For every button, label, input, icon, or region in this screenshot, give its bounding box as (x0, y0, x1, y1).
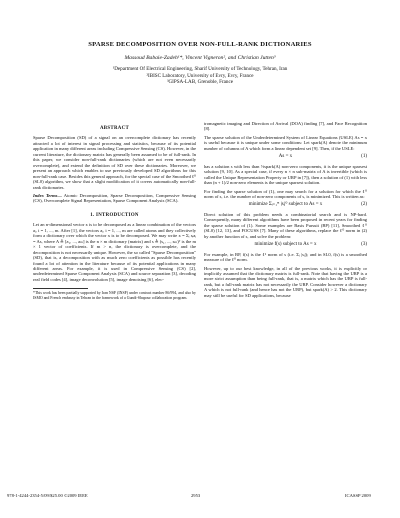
right-paragraph-1: tromagnetic imaging and Direction of Arrival (DOA) finding [7], and Face Recognition [8]. (204, 121, 367, 132)
paper-title: SPARSE DECOMPOSITION OVER NON-FULL-RANK DICTIONARIES (88, 41, 312, 48)
equation-1-body: As = x (278, 154, 293, 160)
index-terms (33, 193, 196, 204)
right-paragraph-6: For example, in BP, f(s) is the ℓ¹ norm of s (i.e. Σᵢ |sᵢ|); and in SL0, f(s) is a smoothed measure of the ℓ⁰ norm. (204, 251, 367, 263)
footnote-rule (33, 288, 88, 289)
right-paragraph-5: Direct solution of this problem needs a combinatorial search and is NP-hard. Consequently, many different algorithms have been proposed in recent years for finding the sparse solution of (1). Some examples are Basis Pursuit (BP) [11], Smoothed ℓ⁰ (SL0) [12, 13], and FOCUSS [7]. Many of these algorithms, replace the ℓ⁰ norm in (2) by another function of s, and solve the problem: (204, 211, 367, 239)
right-paragraph-2: The sparse solution of the Underdetermined System of Linear Equations (USLE) As = x is useful because it is unique under some conditions: Let spark(A) denote the minimum number of columns of A which form a linear dependent set [9]. Then, if the USLE: (204, 134, 367, 151)
equation-2 (204, 202, 367, 207)
affiliations (0, 66, 400, 86)
equation-2-number: (2) (361, 202, 367, 208)
equation-1-number: (1) (361, 154, 367, 160)
affiliation-3: ³GIPSA-LAB, Grenoble, France (166, 79, 234, 86)
equation-3 (204, 242, 367, 247)
index-terms-label: Index Terms— (33, 192, 62, 198)
equation-2-body: minimize Σᵢ₌₁ᵐ |sᵢ|⁰ subject to As = x (248, 202, 323, 208)
equation-1 (204, 154, 367, 159)
right-paragraph-7: However, up to our best knowledge, in all of the previous works, it is explicitly or implicitly assumed that the dictionary matrix is full-rank. Note that having the URP is a more strict assumption than being full-rank, that is, a matrix which has the URP is full-rank, but a full-rank matrix has not necessarily the URP. Consider however a dictionary A which is not full-rank (and hence has not the URP), but spark(A) > 2. This dictionary may still be useful for SD applications, because (204, 265, 367, 298)
right-column (204, 121, 367, 301)
affiliation-2: ²IBISC Laboratory, University of Evry, Evry, France (146, 72, 254, 79)
equation-3-body: minimize f(s) subject to As = x (254, 242, 317, 248)
index-terms-text: Atomic Decomposition, Sparse Decomposition, Compressive Sensing (CS), Overcomplete Signal Representation, Sparse Component Analysis (SCA). (33, 192, 196, 204)
abstract-heading: ABSTRACT (99, 126, 130, 131)
right-paragraph-3: has a solution s with less than ½spark(A) non-zero components, it is the unique sparsest solution [9, 10]. As a special case, if every n × n sub-matrix of A is invertible (which is called the Unique Representation Property or URP in [7]), then a solution of (1) with less than (n + 1)/2 non-zero elements is the unique sparsest solution. (204, 163, 367, 186)
abstract-text: Sparse Decomposition (SD) of a signal on an overcomplete dictionary has recently attracted a lot of interest in signal processing and statistics, because of its potential application in many different areas including Compressive Sensing (CS). However, in the current literature, the dictionary matrix has generally been assumed to be of full-rank. In this paper, we consider non-full-rank dictionaries (which are not even necessarily overcomplete), and extend the definition of SD over these dictionaries. Moreover, we present an approach which enables to use previously developed SD algorithms for this non-full-rank case. Besides this general approach, for the special case of the Smoothed ℓ⁰ (SL0) algorithm, we show that a slight modification of it covers automatically non-full-rank dictionaries. (33, 135, 197, 190)
intro-heading: 1. INTRODUCTION (90, 212, 139, 218)
paper-authors: Massoud Babaie-Zadeh¹*, Vincent Vigneron², and Christian Jutten³ (124, 55, 276, 61)
intro-text: Let an n-dimensional vector x is to be decomposed as a linear combination of the vectors aᵢ, i = 1, ..., m. After [1], the vectors aᵢ, i = 1, ..., m are called atoms and they collectively form a dictionary over which the vector x is to be decomposed. We may write x = Σᵢ sᵢaᵢ = As, where A ≜ [a₁, ..., aₘ] is the n × m dictionary (matrix) and s ≜ (s₁, ..., sₘ)ᵀ is the m × 1 vector of coefficients. If m > n, the dictionary is overcomplete, and the decomposition is not necessarily unique. However, the so called "Sparse Decomposition" (SD), that is, a decomposition with as much zero coefficients as possible has recently found a lot of attention in the literature because of its potential applications in many different areas. For example, it is used in Compressive Sensing (CS) [2], underdetermined Sparse Component Analysis (SCA) and source separation [3], decoding real field codes [4], image deconvolution [5], image denoising [6], elec- (33, 222, 196, 282)
footnote: *This work has been partially supported by Iran NSF (INSF) under contract number 86/994, and also by ISMO and French embassy in Tehran in the framework of a Gundi-Shapour collaboration program. (33, 291, 196, 300)
footer-conference: ICASSP 2009 (345, 493, 371, 498)
right-paragraph-4: For finding the sparse solution of (1), one may search for a solution for which the ℓ⁰ norm of s, i.e. the number of non-zero components of s, is minimized. This is written as: (204, 188, 367, 199)
left-column (33, 126, 196, 301)
equation-3-number: (3) (361, 242, 367, 248)
affiliation-1: ¹Department Of Electrical Engineering, Sharif University of Technology, Tehran, Iran (112, 66, 288, 72)
footer-page-number: 2953 (191, 493, 201, 498)
footer-copyright: 978-1-4244-2354-5/09/$25.00 ©2009 IEEE (7, 493, 88, 498)
